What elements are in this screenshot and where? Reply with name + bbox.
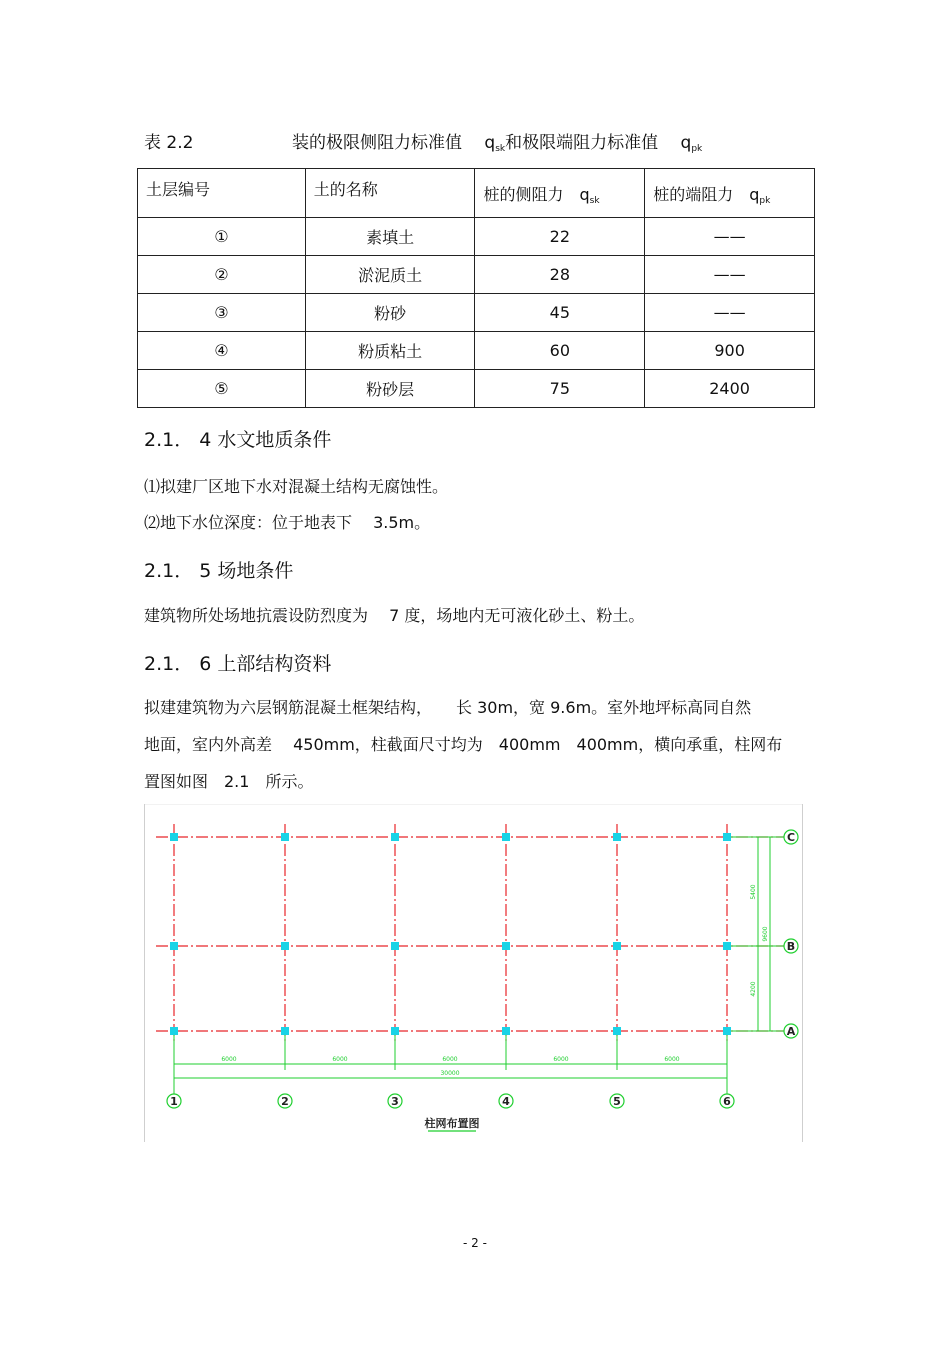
table-cell: ②: [138, 256, 306, 294]
table-number: 表 2.2: [144, 133, 194, 153]
vertical-grid-lines: [174, 824, 727, 1044]
table-cell: 28: [475, 256, 645, 294]
table-cell: 粉砂层: [305, 370, 475, 408]
table-header: 桩的侧阻力 $q_{sk}$: [475, 169, 645, 218]
soil-table: [137, 168, 815, 408]
dim-label: 6000: [553, 1056, 569, 1063]
axis-label-2: 2: [281, 1095, 289, 1108]
table-header: 土的名称: [305, 169, 475, 218]
table-cell: ①: [138, 218, 306, 256]
table-cell: 75: [475, 370, 645, 408]
paragraph: ⑵地下水位深度：位于地表下 3.5m。: [144, 513, 431, 532]
paragraph: 地面，室内外高差 450mm，柱截面尺寸均为 400mm 400mm，横向承重，柱网布: [144, 735, 783, 754]
table-cell: 素填土: [305, 218, 475, 256]
table-header: 土层编号: [138, 169, 306, 218]
axis-label-4: 4: [502, 1095, 510, 1108]
axis-label-6: 6: [723, 1095, 731, 1108]
dim-label: 6000: [221, 1056, 237, 1063]
paragraph: ⑴拟建厂区地下水对混凝土结构无腐蚀性。: [144, 477, 449, 496]
dim-label: 6000: [664, 1056, 680, 1063]
table-header-row: [138, 169, 815, 218]
axis-label-a: A: [786, 1025, 796, 1038]
table-cell: 粉砂: [305, 294, 475, 332]
column-grid-figure: [144, 804, 803, 1142]
horizontal-dimension-lines: [174, 1035, 727, 1094]
axis-label-5: 5: [613, 1095, 621, 1108]
page-number: - 2 -: [463, 1236, 487, 1250]
dim-total-label: 30000: [440, 1070, 460, 1077]
table-cell: ——: [645, 294, 815, 332]
column-markers: [170, 833, 731, 1035]
table-cell: ④: [138, 332, 306, 370]
paragraph: 建筑物所处场地抗震设防烈度为 7 度，场地内无可液化砂土、粉土。: [144, 606, 645, 625]
figure-title: 柱网布置图: [424, 1117, 480, 1130]
table-row: [138, 370, 815, 408]
table-cell: 900: [645, 332, 815, 370]
section-heading-214: 2.1． 4 水文地质条件: [144, 429, 332, 451]
table-row: [138, 256, 815, 294]
dim-label: 5400: [750, 884, 757, 900]
table-row: [138, 294, 815, 332]
table-cell: 22: [475, 218, 645, 256]
vertical-dimension-lines: [731, 837, 784, 1031]
axis-label-1: 1: [170, 1095, 178, 1108]
table-cell: 粉质粘土: [305, 332, 475, 370]
axis-label-3: 3: [391, 1095, 399, 1108]
table-cell: ——: [645, 218, 815, 256]
paragraph: 拟建建筑物为六层钢筋混凝土框架结构， 长 30m，宽 9.6m。室外地坪标高同自然: [144, 698, 752, 717]
table-header: 桩的端阻力 $q_{pk}$: [645, 169, 815, 218]
table-cell: 45: [475, 294, 645, 332]
table-cell: ——: [645, 256, 815, 294]
table-cell: 淤泥质土: [305, 256, 475, 294]
table-cell: 2400: [645, 370, 815, 408]
dim-label: 4200: [750, 981, 757, 997]
table-caption: [144, 128, 703, 154]
section-heading-216: 2.1． 6 上部结构资料: [144, 653, 332, 675]
table-row: [138, 332, 815, 370]
dim-total-label: 9600: [762, 926, 769, 942]
paragraph: 置图如图 2.1 所示。: [144, 772, 314, 791]
axis-label-b: B: [786, 940, 796, 953]
table-row: [138, 218, 815, 256]
table-cell: ⑤: [138, 370, 306, 408]
table-cell: 60: [475, 332, 645, 370]
table-cell: ③: [138, 294, 306, 332]
axis-label-c: C: [786, 831, 796, 844]
section-heading-215: 2.1． 5 场地条件: [144, 560, 294, 582]
table-title: 装的极限侧阻力标准值 $q_{sk}$和极限端阻力标准值 $q_{pk}$: [292, 133, 703, 154]
dim-label: 6000: [442, 1056, 458, 1063]
dim-label: 6000: [332, 1056, 348, 1063]
